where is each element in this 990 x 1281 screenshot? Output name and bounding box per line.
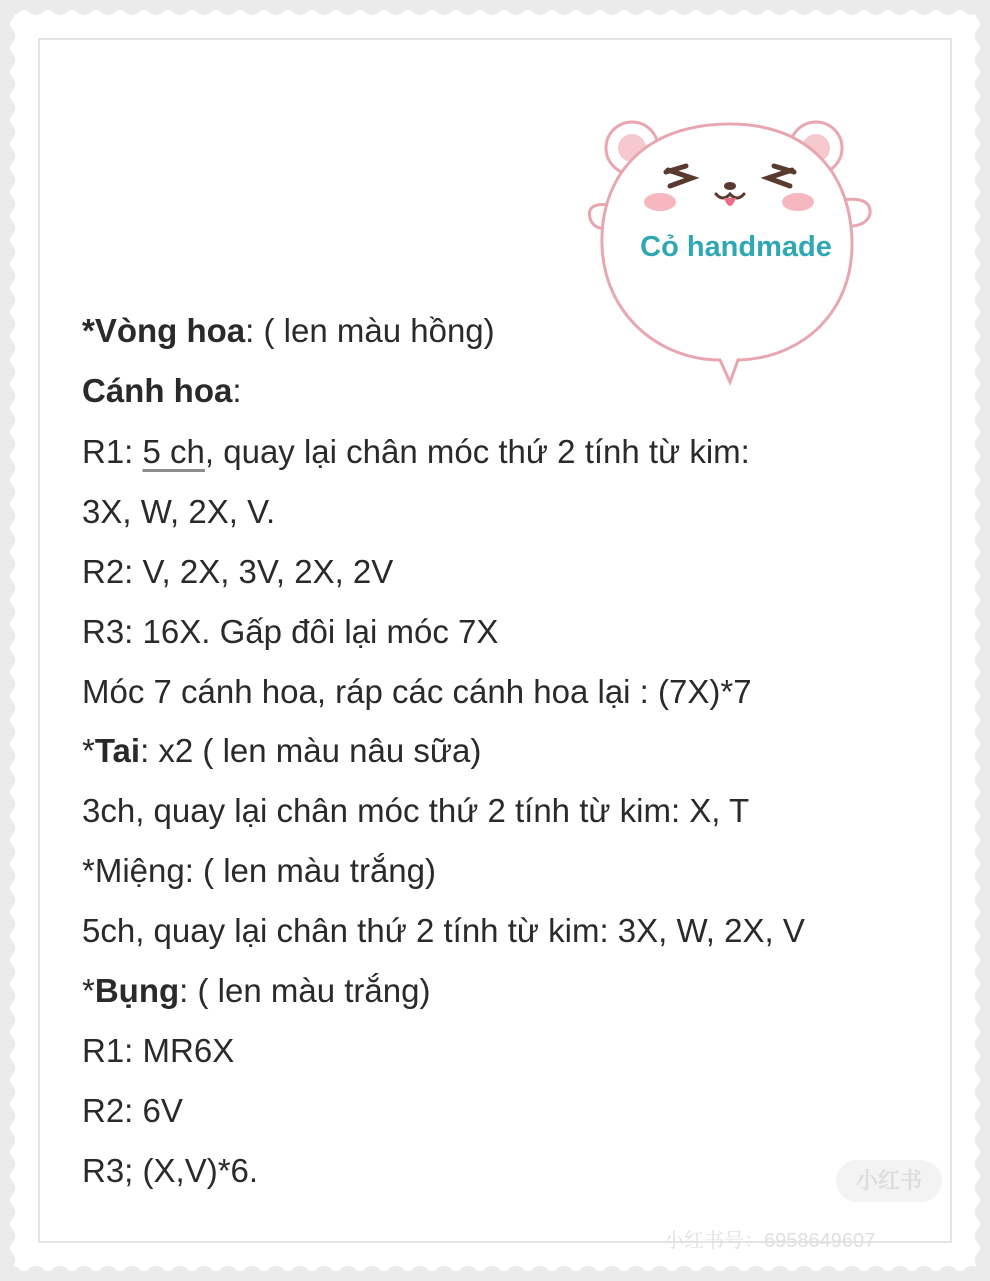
section-label: Tai <box>94 732 141 769</box>
instruction-line: R2: 6V <box>82 1092 183 1129</box>
watermark-id: 小红书号：6958649607 <box>664 1230 876 1252</box>
instruction-line: R2: V, 2X, 3V, 2X, 2V <box>82 553 394 590</box>
section-flower-ring: *Vòng hoa: ( len màu hồng) <box>82 312 495 349</box>
instruction-line: R1: MR6X <box>82 1032 235 1069</box>
section-label: Bụng <box>94 972 180 1009</box>
instruction-line: R1: 5 ch, quay lại chân móc thứ 2 tính từ kim: <box>82 433 750 470</box>
bear-logo <box>580 110 880 390</box>
section-petals: Cánh hoa: <box>82 372 242 409</box>
section-belly: *Bụng: ( len màu trắng) <box>82 972 431 1009</box>
instruction-line: 3ch, quay lại chân móc thứ 2 tính từ kim: X, T <box>82 792 750 829</box>
section-ears: *Tai: x2 ( len màu nâu sữa) <box>82 732 482 769</box>
instruction-line: R3; (X,V)*6. <box>82 1152 259 1189</box>
brand-name: Cỏ handmade <box>640 231 832 263</box>
watermark-badge: 小红书 <box>836 1160 942 1202</box>
section-label: Cánh hoa <box>82 372 233 409</box>
instruction-line: R3: 16X. Gấp đôi lại móc 7X <box>82 613 499 650</box>
instruction-line: Móc 7 cánh hoa, ráp các cánh hoa lại : (7X)*7 <box>82 673 752 710</box>
instruction-line: 5ch, quay lại chân thứ 2 tính từ kim: 3X, W, 2X, V <box>82 912 805 949</box>
section-mouth: *Miệng: ( len màu trắng) <box>82 852 436 889</box>
instruction-line: 3X, W, 2X, V. <box>82 493 276 530</box>
section-label: *Vòng hoa <box>82 312 246 349</box>
